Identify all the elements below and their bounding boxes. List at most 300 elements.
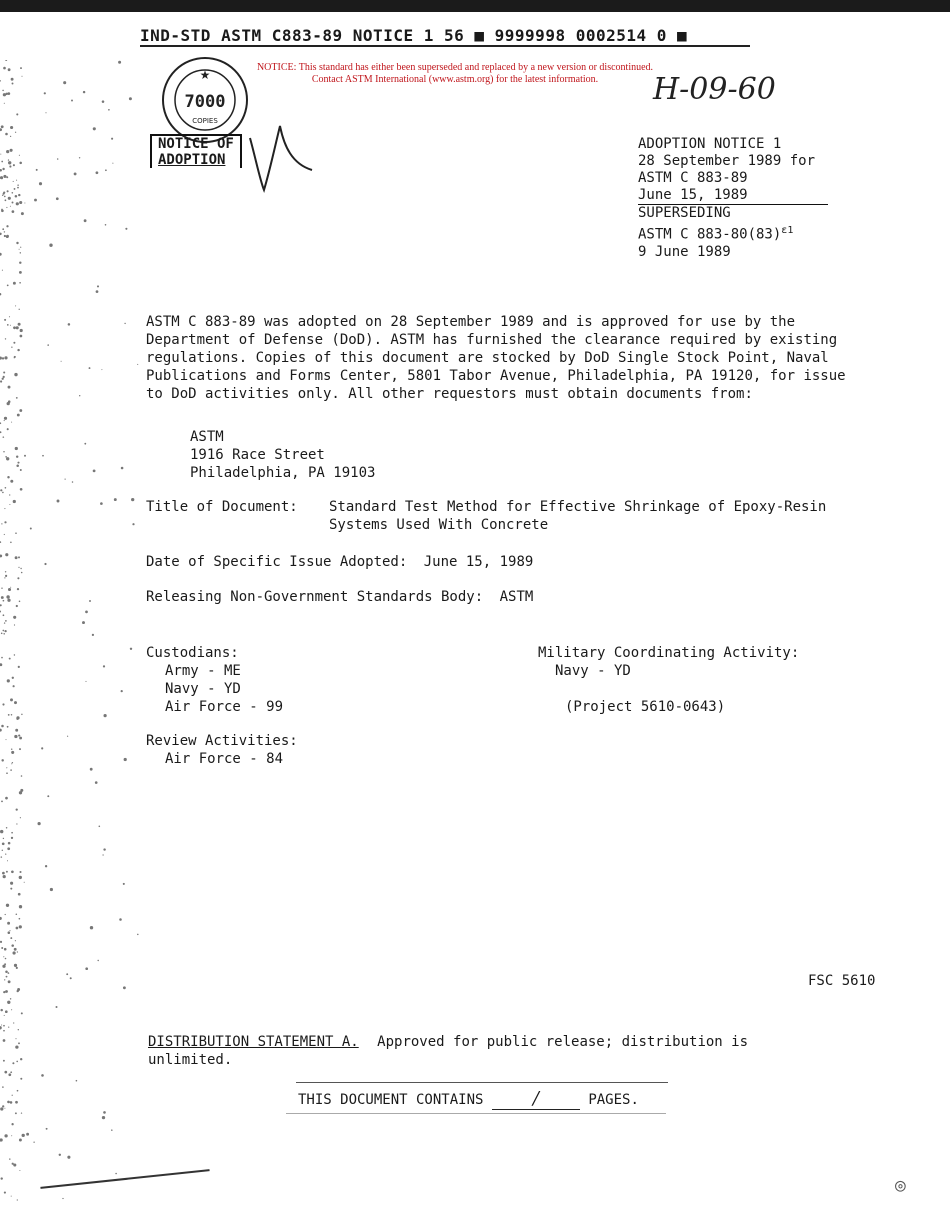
scan-speck xyxy=(14,701,17,704)
scan-top-edge xyxy=(0,0,950,12)
scan-speck xyxy=(8,1073,11,1076)
scan-speck xyxy=(15,1038,16,1039)
scan-speck xyxy=(6,225,8,227)
scan-speck xyxy=(5,487,7,489)
scan-speck xyxy=(67,736,68,737)
scan-speck xyxy=(7,726,9,728)
scan-speck xyxy=(0,554,2,557)
scan-speck xyxy=(0,1026,2,1029)
project-number: (Project 5610-0643) xyxy=(565,699,726,715)
scan-speck xyxy=(2,90,4,92)
scan-speck xyxy=(9,930,10,931)
scan-speck xyxy=(10,480,13,483)
scan-speck xyxy=(4,948,7,951)
scan-speck xyxy=(19,918,21,920)
scan-speck xyxy=(7,324,9,326)
custodians xyxy=(146,644,283,716)
scan-speck xyxy=(1,125,4,128)
scan-speck xyxy=(3,614,5,616)
scan-speck xyxy=(10,1071,12,1073)
scan-speck xyxy=(11,832,13,834)
scan-speck xyxy=(4,1108,5,1109)
scan-speck xyxy=(102,100,105,103)
scan-speck xyxy=(19,271,22,274)
scan-speck xyxy=(118,61,121,64)
scan-speck xyxy=(5,958,7,960)
scan-speck xyxy=(17,951,18,952)
paragraph-line: Department of Defense (DoD). ASTM has furnished the clearance required by existing xyxy=(146,332,838,348)
scan-speck xyxy=(13,326,16,329)
scan-speck xyxy=(10,888,12,890)
scan-speck xyxy=(13,342,15,344)
scan-speck xyxy=(15,1045,18,1048)
scan-speck xyxy=(3,1025,5,1027)
scan-speck xyxy=(18,666,20,668)
military-value: Navy - YD xyxy=(555,663,631,679)
scan-speck xyxy=(4,196,6,198)
scan-speck xyxy=(121,467,124,470)
scan-speck xyxy=(8,197,11,200)
scan-speck xyxy=(39,182,42,185)
scan-speck xyxy=(20,488,23,491)
scan-speck xyxy=(16,605,18,607)
scan-speck xyxy=(103,848,105,850)
scan-speck xyxy=(97,960,98,961)
scan-speck xyxy=(24,882,25,883)
adoption-notice-superseded-standard: ASTM C 883-80(83) xyxy=(638,226,782,243)
scan-speck xyxy=(65,479,66,480)
scan-speck xyxy=(0,1009,2,1011)
scan-speck xyxy=(21,76,22,77)
scan-speck xyxy=(41,1074,44,1077)
date-issue-value: June 15, 1989 xyxy=(423,554,534,570)
scan-speck xyxy=(11,870,14,873)
scan-speck xyxy=(124,758,127,761)
pages-top-rule xyxy=(296,1082,668,1083)
scan-speck xyxy=(1,947,3,949)
scan-speck xyxy=(16,967,18,969)
scan-speck xyxy=(2,965,5,968)
scan-speck xyxy=(26,1133,29,1136)
scan-speck xyxy=(18,1042,20,1044)
scan-speck xyxy=(79,395,80,396)
scan-speck xyxy=(30,527,32,529)
scan-speck xyxy=(17,577,19,579)
scan-speck xyxy=(18,194,20,196)
scan-speck xyxy=(62,1198,63,1199)
scan-speck xyxy=(0,176,3,179)
scan-speck xyxy=(70,977,72,979)
astm-address xyxy=(190,428,375,482)
scan-speck xyxy=(5,553,8,556)
scan-speck xyxy=(0,431,1,433)
scan-speck xyxy=(57,158,59,160)
scan-speck xyxy=(4,577,5,578)
scan-speck xyxy=(15,1112,17,1114)
scan-speck xyxy=(5,797,8,800)
scan-speck xyxy=(15,132,16,133)
scan-speck xyxy=(10,698,13,701)
scan-speck xyxy=(11,751,14,754)
scan-speck xyxy=(18,567,19,568)
scan-speck xyxy=(1,633,3,635)
scan-speck xyxy=(4,534,5,535)
scan-speck xyxy=(47,795,49,797)
scan-speck xyxy=(2,270,3,271)
scan-speck xyxy=(3,451,4,452)
scan-speck xyxy=(3,1030,5,1032)
scan-speck xyxy=(17,588,19,590)
scan-speck xyxy=(15,737,16,738)
scan-speck xyxy=(63,81,66,84)
scan-speck xyxy=(3,67,6,70)
scan-speck xyxy=(10,206,11,207)
scan-speck xyxy=(41,747,43,749)
scan-speck xyxy=(21,714,22,715)
scan-speck xyxy=(84,219,87,222)
scan-speck xyxy=(11,347,12,348)
scan-speck xyxy=(1,725,4,728)
date-of-issue xyxy=(146,553,533,571)
scan-speck xyxy=(5,133,8,136)
scan-speck xyxy=(5,853,6,854)
scan-speck xyxy=(83,91,85,93)
military-coordinating-activity xyxy=(538,644,799,716)
scan-speck xyxy=(21,572,23,574)
scan-speck xyxy=(21,1112,22,1113)
scan-speck xyxy=(82,621,85,624)
scan-speck xyxy=(3,875,6,878)
scan-speck xyxy=(10,769,12,771)
scan-speck xyxy=(15,195,18,198)
scan-speck xyxy=(14,948,17,951)
scan-speck xyxy=(2,492,4,494)
scan-speck xyxy=(16,808,18,810)
scan-speck xyxy=(132,523,134,525)
scan-speck xyxy=(0,604,2,606)
scan-speck xyxy=(72,481,74,483)
scan-speck xyxy=(8,68,11,71)
scan-speck xyxy=(8,714,10,716)
scan-speck xyxy=(16,397,18,399)
scan-speck xyxy=(57,500,60,503)
adoption-notice-standard: ASTM C 883-89 xyxy=(638,170,748,186)
paragraph-line: to DoD activities only. All other requestors must obtain documents from: xyxy=(146,386,753,402)
scan-speck xyxy=(8,980,11,983)
pages-bottom-rule xyxy=(286,1113,666,1114)
scan-speck xyxy=(3,436,5,438)
scan-speck xyxy=(11,1196,12,1197)
scan-speck xyxy=(4,979,5,980)
scan-speck xyxy=(16,202,19,205)
scan-speck xyxy=(3,93,6,96)
scan-speck xyxy=(4,1015,5,1016)
scan-speck xyxy=(102,1116,105,1119)
supersession-notice xyxy=(255,62,655,86)
scan-speck xyxy=(7,599,10,602)
scan-speck xyxy=(4,622,5,623)
scan-speck xyxy=(114,498,117,501)
scan-speck xyxy=(19,162,22,165)
header-rule xyxy=(140,45,750,47)
scan-speck xyxy=(19,261,21,263)
scan-speck xyxy=(12,677,14,679)
scan-speck xyxy=(11,1135,12,1136)
scan-speck xyxy=(5,456,7,458)
review-item: Air Force - 84 xyxy=(165,751,284,767)
scan-speck xyxy=(4,235,6,237)
adoption-paragraph xyxy=(146,313,926,403)
scan-speck xyxy=(20,1058,22,1060)
scan-speck xyxy=(11,422,12,423)
scan-speck xyxy=(19,201,22,204)
scan-speck xyxy=(11,78,14,81)
scan-speck xyxy=(2,703,4,705)
scan-speck xyxy=(19,309,20,310)
scan-speck xyxy=(44,563,46,565)
address-line: 1916 Race Street xyxy=(190,447,325,463)
scan-speck xyxy=(0,233,2,235)
scan-speck xyxy=(1,759,3,761)
scan-speck xyxy=(85,611,88,614)
scan-speck xyxy=(89,600,91,602)
scan-speck xyxy=(44,92,46,94)
pages-count: / xyxy=(492,1088,580,1110)
adoption-notice-superseded-date: 9 June 1989 xyxy=(638,243,731,260)
scan-speck xyxy=(15,532,17,534)
scan-speck xyxy=(11,1123,13,1125)
scan-speck xyxy=(2,195,3,196)
scan-speck xyxy=(16,823,17,824)
scan-speck xyxy=(0,422,1,424)
scan-noise-margin xyxy=(0,60,140,1210)
scan-speck xyxy=(105,169,107,171)
scan-speck xyxy=(8,400,11,403)
title-line-1: Standard Test Method for Effective Shrinkage of Epoxy-Resin xyxy=(329,499,827,515)
pages-prefix: THIS DOCUMENT CONTAINS xyxy=(298,1092,484,1108)
scan-speck xyxy=(45,112,46,113)
svg-text:★: ★ xyxy=(199,68,211,82)
scan-speck xyxy=(3,175,6,178)
scan-speck xyxy=(1,1024,2,1025)
scan-speck xyxy=(130,648,132,650)
scan-speck xyxy=(16,455,18,457)
scan-speck xyxy=(5,571,6,572)
notice-box-line-2: ADOPTION xyxy=(150,152,242,168)
scan-speck xyxy=(5,60,7,61)
scan-speck xyxy=(100,502,103,505)
scan-speck xyxy=(16,716,19,719)
scan-speck xyxy=(19,249,20,250)
scan-speck xyxy=(19,871,21,873)
scan-speck xyxy=(3,193,5,195)
scan-speck xyxy=(112,163,113,164)
releasing-body xyxy=(146,588,533,606)
scan-speck xyxy=(0,128,2,131)
scan-speck xyxy=(10,998,11,999)
scan-speck xyxy=(16,913,18,915)
document-id-header: IND-STD ASTM C883-89 NOTICE 1 56 ■ 9999998 0002514 0 ■ xyxy=(140,26,688,45)
scan-speck xyxy=(101,369,102,370)
scan-speck xyxy=(1,1177,3,1179)
releasing-label: Releasing Non-Government Standards Body: xyxy=(146,589,484,605)
scan-speck xyxy=(4,521,6,523)
scan-speck xyxy=(0,1107,3,1110)
scan-speck xyxy=(105,224,107,226)
scan-speck xyxy=(97,285,99,287)
scan-speck xyxy=(8,931,11,934)
scan-speck xyxy=(2,228,4,230)
adoption-notice-date: 28 September 1989 for xyxy=(638,153,816,169)
scan-speck xyxy=(6,595,9,598)
scan-speck xyxy=(1,800,3,802)
scan-speck xyxy=(18,556,20,558)
scan-speck xyxy=(19,601,21,603)
scan-speck xyxy=(8,161,11,164)
scan-speck xyxy=(50,888,53,891)
scan-speck xyxy=(103,1111,106,1114)
scan-speck xyxy=(9,165,11,167)
scan-speck xyxy=(6,772,8,774)
scan-speck xyxy=(7,860,8,861)
scan-speck xyxy=(103,665,105,667)
scan-speck xyxy=(19,737,22,740)
scan-speck xyxy=(22,1134,25,1137)
scan-speck xyxy=(18,1029,19,1030)
scan-speck xyxy=(9,1158,10,1159)
scan-speck xyxy=(7,847,10,850)
scan-speck xyxy=(99,826,101,828)
custodian-item: Army - ME xyxy=(165,663,241,679)
scan-speck xyxy=(9,316,10,317)
scan-speck xyxy=(13,685,15,687)
scan-speck xyxy=(16,464,19,467)
scan-speck xyxy=(4,417,7,420)
scan-speck xyxy=(19,282,21,284)
scan-speck xyxy=(17,1199,18,1200)
scan-speck xyxy=(6,207,7,208)
scan-speck xyxy=(4,231,5,232)
scan-speck xyxy=(68,323,71,326)
scan-speck xyxy=(14,356,16,358)
scan-speck xyxy=(10,136,11,137)
scan-speck xyxy=(76,1080,78,1082)
scan-speck xyxy=(10,882,13,885)
page-count-line xyxy=(298,1088,639,1110)
scan-speck xyxy=(10,587,11,588)
adoption-notice-superseding: SUPERSEDING xyxy=(638,205,731,221)
handwritten-checkmark xyxy=(246,120,316,195)
scan-speck xyxy=(0,611,1,613)
scan-speck xyxy=(4,963,6,965)
date-issue-label: Date of Specific Issue Adopted: xyxy=(146,554,408,570)
scan-speck xyxy=(7,190,9,192)
scan-speck xyxy=(46,1128,48,1130)
custodians-label: Custodians: xyxy=(146,645,239,661)
scan-speck xyxy=(24,202,25,203)
scan-speck xyxy=(12,1062,14,1064)
scan-speck xyxy=(84,443,86,445)
scan-speck xyxy=(18,893,21,896)
scan-speck xyxy=(0,357,2,360)
releasing-value: ASTM xyxy=(499,589,534,605)
scan-speck xyxy=(6,739,7,740)
scan-speck xyxy=(85,681,86,682)
supersession-notice-line-1: NOTICE: This standard has either been superseded and replaced by a new version or discontinued. xyxy=(256,62,654,73)
scan-speck xyxy=(12,210,15,213)
review-activities xyxy=(146,732,298,768)
scan-speck xyxy=(0,941,2,943)
scan-speck xyxy=(21,1012,23,1014)
scan-speck xyxy=(66,973,68,975)
scan-speck xyxy=(6,767,7,768)
scan-speck xyxy=(104,714,107,717)
scan-speck xyxy=(34,199,37,202)
scan-speck xyxy=(10,126,13,129)
scan-speck xyxy=(0,729,2,732)
scan-speck xyxy=(0,663,2,666)
scan-speck xyxy=(20,252,21,253)
scan-speck xyxy=(14,188,16,190)
scan-speck xyxy=(15,940,16,941)
paragraph-line: regulations. Copies of this document are stocked by DoD Single Stock Point, Naval xyxy=(146,350,829,366)
scan-speck xyxy=(18,323,21,326)
scan-speck xyxy=(13,181,14,182)
scan-speck xyxy=(11,944,14,947)
scan-speck xyxy=(12,1095,13,1096)
scan-speck xyxy=(7,1001,10,1004)
distribution-text: Approved for public release; distribution is xyxy=(377,1034,749,1050)
scan-speck xyxy=(0,830,3,833)
scan-speck xyxy=(13,500,16,503)
scan-speck xyxy=(3,991,5,993)
scan-speck xyxy=(92,634,94,636)
scan-speck xyxy=(121,690,123,692)
scan-speck xyxy=(6,235,9,238)
scan-speck xyxy=(12,762,13,763)
scan-speck xyxy=(17,990,19,992)
scan-speck xyxy=(7,428,9,430)
scan-speck xyxy=(2,1105,4,1107)
scan-speck xyxy=(15,1101,18,1104)
scan-speck xyxy=(5,970,8,973)
scan-speck xyxy=(19,925,22,928)
scan-speck xyxy=(20,329,23,332)
scan-speck xyxy=(5,575,7,577)
scan-speck xyxy=(111,1129,113,1131)
scan-speck xyxy=(16,927,19,930)
custodian-item: Navy - YD xyxy=(165,681,241,697)
address-line: Philadelphia, PA 19103 xyxy=(190,465,376,481)
scan-speck xyxy=(4,356,7,359)
scan-speck xyxy=(16,242,18,244)
scan-speck xyxy=(12,192,14,194)
scan-speck xyxy=(7,92,10,95)
scan-speck xyxy=(6,176,8,178)
distribution-text-continued: unlimited. xyxy=(148,1052,233,1068)
stamp-label: COPIES xyxy=(192,117,218,125)
military-label: Military Coordinating Activity: xyxy=(538,645,800,661)
scan-speck xyxy=(1,856,2,857)
scan-speck xyxy=(0,169,2,172)
scan-speck xyxy=(71,100,73,102)
scan-speck xyxy=(45,865,47,867)
scan-speck xyxy=(7,922,10,925)
scan-speck xyxy=(4,508,5,509)
scan-speck xyxy=(13,1022,14,1023)
scan-speck xyxy=(20,817,21,818)
scan-speck xyxy=(19,791,22,794)
